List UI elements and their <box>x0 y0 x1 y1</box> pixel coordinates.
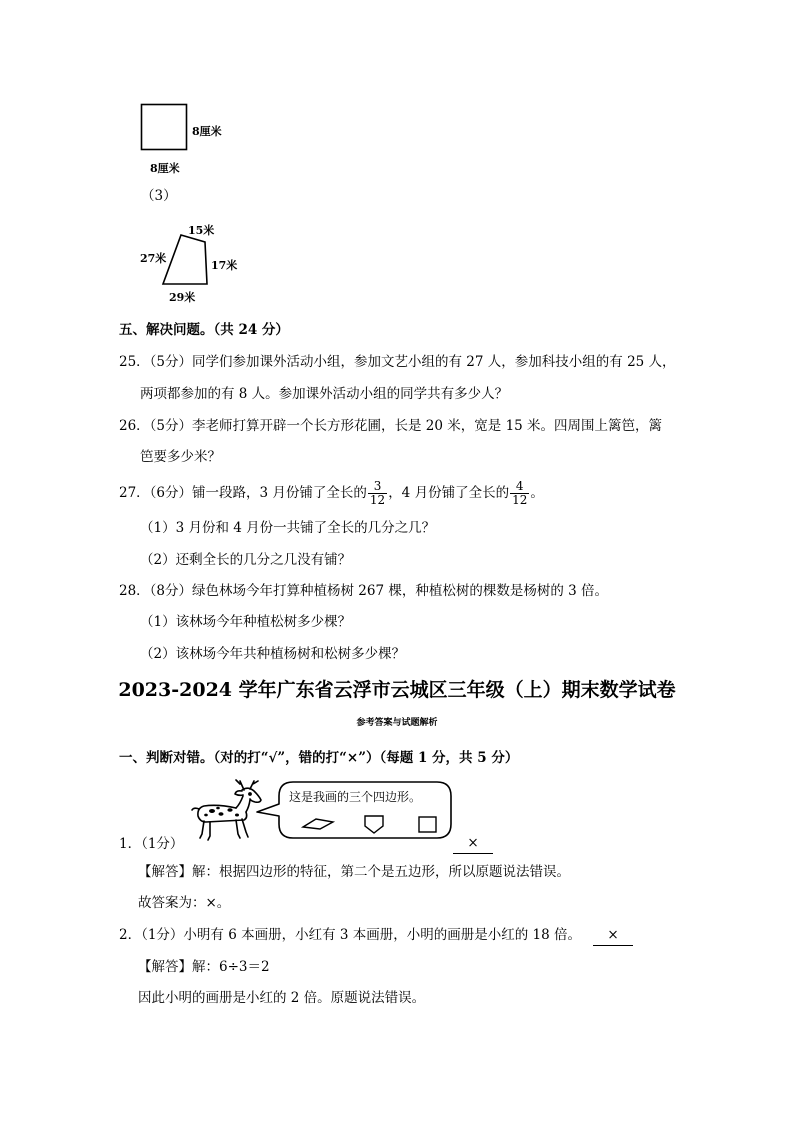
q27-fraction-2 <box>510 480 529 507</box>
answer-q1-mark: × <box>453 833 493 854</box>
quad-right-label: 17米 <box>211 259 238 272</box>
q25-line1: 25．（5分）同学们参加课外活动小组，参加文艺小组的有 27 人，参加科技小组的有 25 人， <box>119 354 676 370</box>
answer-q2-text: 2．（1分）小明有 6 本画册，小红有 3 本画册，小明的画册是小红的 18 倍。 <box>119 927 582 943</box>
q26-line1: 26．（5分）李老师打算开辟一个长方形花圃，长是 20 米，宽是 15 米。四周围上篱笆，篱 <box>119 418 663 434</box>
q27-sub2: （2）还剩全长的几分之几没有铺？ <box>140 552 352 568</box>
square-shape <box>417 815 439 835</box>
quad-bottom-label: 29米 <box>169 291 196 304</box>
q27-fraction-2-numerator: 4 <box>510 480 529 494</box>
pentagon-shape <box>362 813 386 835</box>
square-right-label: 8厘米 <box>192 125 222 138</box>
q27-fraction-1-numerator: 3 <box>368 480 387 494</box>
answer-subtitle: 参考答案与试题解析 <box>356 718 438 728</box>
square-figure <box>140 103 190 153</box>
answer-q2-analysis: 【解答】解：6÷3＝2 <box>138 959 270 975</box>
quad-left-label: 27米 <box>140 252 167 265</box>
q28-sub1: （1）该林场今年种植松树多少棵？ <box>140 614 352 630</box>
square-bottom-label: 8厘米 <box>150 162 180 175</box>
answer-q1-analysis: 【解答】解：根据四边形的特征，第二个是五边形，所以原题说法错误。 <box>138 864 570 880</box>
quadrilateral-figure <box>160 232 215 287</box>
answer-section1-heading: 一、判断对错。（对的打“√”，错的打“×”）（每题 1 分，共 5 分） <box>119 750 519 766</box>
quadrilateral-shape-1 <box>300 816 336 832</box>
quad-top-label: 15米 <box>188 224 215 237</box>
q27-middle: ，4 月份铺了全长的 <box>388 485 510 501</box>
q27-fraction-2-denominator: 12 <box>512 493 528 507</box>
q27-suffix: 。 <box>530 485 544 501</box>
answer-q1-label: 1．（1分） <box>119 836 184 852</box>
q25-line2: 两项都参加的有 8 人。参加课外活动小组的同学共有多少人？ <box>140 386 509 402</box>
q27-line <box>119 476 544 510</box>
q28-line1: 28．（8分）绿色林场今年打算种植杨树 267 棵，种植松树的棵数是杨树的 3 倍。 <box>119 583 609 599</box>
answer-q2-conclusion: 因此小明的画册是小红的 2 倍。原题说法错误。 <box>138 990 426 1006</box>
section5-heading: 五、解决问题。（共 24 分） <box>119 322 289 338</box>
figure-item-3-label: （3） <box>141 188 177 204</box>
q28-sub2: （2）该林场今年共种植杨树和松树多少棵？ <box>140 646 406 662</box>
speech-bubble-text: 这是我画的三个四边形。 <box>289 790 422 804</box>
q27-fraction-1-denominator: 12 <box>369 493 386 507</box>
answer-title: 2023-2024 学年广东省云浮市云城区三年级（上）期末数学试卷 <box>118 679 676 701</box>
answer-q1-conclusion: 故答案为：×。 <box>138 895 231 911</box>
q27-fraction-1 <box>368 480 387 507</box>
answer-q2-mark: × <box>593 925 633 946</box>
q27-sub1: （1）3 月份和 4 月份一共铺了全长的几分之几？ <box>140 520 436 536</box>
q27-prefix: 27．（6分）铺一段路，3 月份铺了全长的 <box>119 485 367 501</box>
q26-line2: 笆要多少米？ <box>140 449 221 465</box>
